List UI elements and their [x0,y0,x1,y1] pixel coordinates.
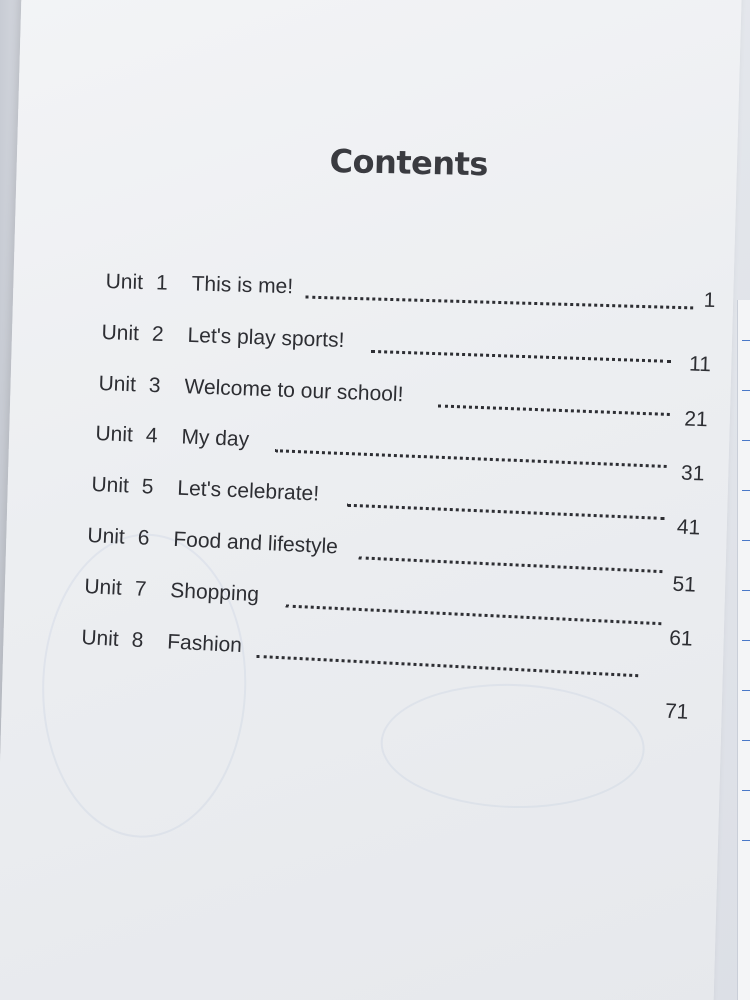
toc-entry[interactable] [95,422,706,486]
dot-leader [275,446,667,468]
unit-title: Welcome to our school! [184,375,404,407]
unit-label: Unit 2 [101,321,165,347]
unit-title: Let's play sports! [187,323,345,353]
toc-entry[interactable] [105,270,716,317]
unit-title: Shopping [169,579,260,607]
toc-entry[interactable] [98,372,709,432]
unit-title: My day [181,425,250,452]
page-number: 21 [683,407,709,432]
unit-label: Unit 6 [86,524,150,550]
unit-title: Let's celebrate! [176,476,320,506]
toc-entry[interactable] [101,321,712,377]
unit-label: Unit 4 [95,422,158,448]
page-number: 31 [680,461,705,486]
unit-label: Unit 5 [91,473,154,499]
page-number: 71 [664,699,689,724]
dot-leader [347,501,665,520]
page-number: 51 [671,572,697,597]
page-number: 61 [668,626,694,651]
page-number: 11 [688,352,712,377]
toc-entry[interactable] [80,626,694,724]
dot-leader [257,652,639,677]
unit-label: Unit 1 [105,270,169,295]
unit-title: Fashion [166,630,243,658]
page-number: 1 [703,288,716,313]
page-title: Contents [329,142,489,184]
unit-label: Unit 8 [80,626,144,653]
unit-title: This is me! [191,272,294,299]
unit-label: Unit 3 [98,372,162,398]
dot-leader [438,401,670,415]
dot-leader [286,601,662,625]
dot-leader [305,293,693,310]
page-number: 41 [676,515,701,540]
unit-label: Unit 7 [83,575,147,601]
unit-title: Food and lifestyle [172,527,339,559]
dot-leader [371,347,671,363]
dot-leader [359,553,663,573]
